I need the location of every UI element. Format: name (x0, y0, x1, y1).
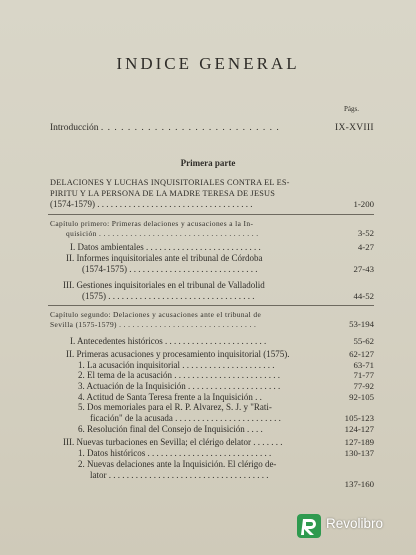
chapter-1-item-2: II. Informes inquisitoriales ante el tribunal de Córdoba (66, 253, 263, 263)
chapter-1-item-3-pages: 44-52 (353, 291, 374, 301)
chapter-1-title-line-2: quisición . . . . . . . . . . . . . . . . . . . . . . . . . . . . . . . . . . . . (66, 229, 259, 238)
chapter-2-item-3-pages: 127-189 (344, 437, 374, 447)
chapter-2-pages: 53-194 (349, 319, 374, 329)
chapter-2-item-2: II. Primeras acusaciones y procesamiento inquisitorial (1575). (66, 349, 290, 359)
pages-column-header: Págs. (344, 105, 359, 113)
chapter-2-title-line-2: Sevilla (1575-1579) . . . . . . . . . . . . . . . . . . . . . . . . . . . . . . . (50, 320, 257, 329)
sub-item-ii-5-cont: ficación" de la acusada . . . . . . . . . . . . . . . . . . . . . . . . (90, 413, 281, 423)
chapter-1-item-1-pages: 4-27 (357, 242, 374, 252)
sub-item-ii-4-pages: 92-105 (349, 392, 374, 402)
sub-item-ii-3: 3. Actuación de la Inquisición . . . . . . . . . . . . . . . . . . . . . (78, 381, 281, 391)
section-pages: 1-200 (353, 199, 374, 209)
sub-item-ii-1-pages: 63-71 (353, 360, 374, 370)
sub-item-ii-2: 2. El tema de la acusación . . . . . . . . . . . . . . . . . . . . . . . . (78, 370, 280, 380)
chapter-2-item-1: I. Antecedentes históricos . . . . . . . . . . . . . . . . . . . . . . . (70, 336, 267, 346)
revolibro-logo-icon (296, 512, 324, 545)
sub-item-ii-4: 4. Actitud de Santa Teresa frente a la Inquisición . . (78, 392, 262, 402)
chapter-1-title-line-1: Capítulo primero: Primeras delaciones y acusaciones a la In- (50, 219, 254, 228)
chapter-2-title-line-1: Capítulo segundo: Delaciones y acusaciones ante el tribunal de (50, 310, 262, 319)
chapter-1-pages: 3-52 (357, 228, 374, 238)
sub-item-iii-1-pages: 130-137 (344, 448, 374, 458)
introduction-entry (50, 123, 280, 133)
chapter-1-item-3: III. Gestiones inquisitoriales en el tribunal de Valladolid (63, 280, 265, 290)
chapter-2-item-3: III. Nuevas turbaciones en Sevilla; el clérigo delator . . . . . . . (63, 437, 283, 447)
sub-item-ii-2-pages: 71-77 (353, 370, 374, 380)
chapter-1-item-2-cont: (1574-1575) . . . . . . . . . . . . . . . . . . . . . . . . . . . . . (82, 264, 258, 274)
sub-item-iii-2-cont: lator . . . . . . . . . . . . . . . . . . . . . . . . . . . . . . . . . . . . (90, 470, 269, 480)
leader-dots: . . . . . . . . . . . . . . . . . . . . . . . . . . . (100, 123, 280, 133)
section-title-line-1: DELACIONES Y LUCHAS INQUISITORIALES CONTRA EL ES- (50, 178, 290, 187)
sub-item-ii-3-pages: 77-92 (353, 381, 374, 391)
chapter-1-item-1: I. Datos ambientales . . . . . . . . . . . . . . . . . . . . . . . . . . (70, 242, 261, 252)
page-title: INDICE GENERAL (116, 54, 300, 73)
divider (48, 214, 374, 215)
watermark-text: Revolibro (326, 516, 384, 531)
chapter-2-item-1-pages: 55-62 (353, 336, 374, 346)
introduction-label: Introducción (50, 123, 99, 133)
introduction-pages: IX-XVIII (335, 123, 374, 133)
divider (48, 305, 374, 306)
chapter-1-item-2-pages: 27-43 (353, 264, 374, 274)
sub-item-ii-6: 6. Resolución final del Consejo de Inquisición . . . . (78, 424, 263, 434)
sub-item-ii-1: 1. La acusación inquisitorial . . . . . . . . . . . . . . . . . . . . . (78, 360, 275, 370)
part-title: Primera parte (180, 158, 236, 168)
chapter-2-item-2-pages: 62-127 (349, 349, 374, 359)
section-title-line-2: PIRITU Y LA PERSONA DE LA MADRE TERESA DE JESUS (50, 189, 276, 198)
sub-item-ii-5-pages: 105-123 (344, 413, 374, 423)
section-title-line-3: (1574-1579) . . . . . . . . . . . . . . . . . . . . . . . . . . . . . . . . . . . (50, 199, 253, 209)
sub-item-iii-2-pages: 137-160 (344, 479, 374, 489)
sub-item-iii-2: 2. Nuevas delaciones ante la Inquisición. El clérigo de- (78, 459, 277, 469)
chapter-1-item-3-cont: (1575) . . . . . . . . . . . . . . . . . . . . . . . . . . . . . . . . . (82, 291, 255, 301)
sub-item-ii-6-pages: 124-127 (344, 424, 374, 434)
sub-item-iii-1: 1. Datos históricos . . . . . . . . . . . . . . . . . . . . . . . . . . . . (78, 448, 272, 458)
sub-item-ii-5: 5. Dos memoriales para el R. P. Alvarez, S. J. y "Rati- (78, 402, 272, 412)
